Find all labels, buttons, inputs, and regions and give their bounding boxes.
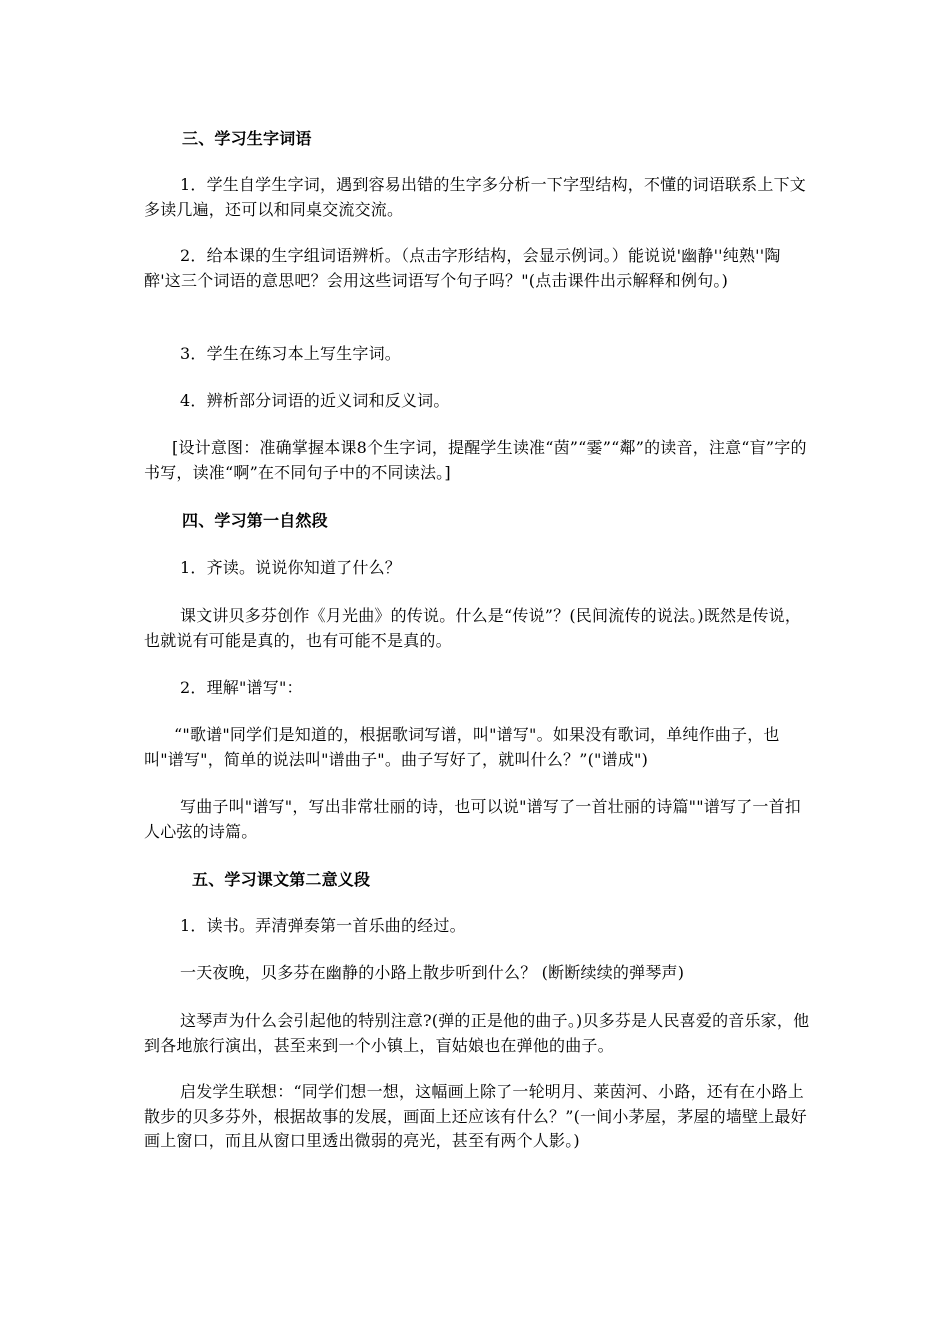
section-heading: 四、学习第一自然段: [182, 511, 328, 530]
paragraph: “"歌谱"同学们是知道的，根据歌词写谱，叫"谱写"。如果没有歌词，单纯作曲子，也叫"谱写"，简单的说法叫"谱曲子"。曲子写好了，就叫什么？”("谱成"): [144, 725, 780, 769]
paragraph: 启发学生联想：“同学们想一想，这幅画上除了一轮明月、莱茵河、小路，还有在小路上散步的贝多芬外，根据故事的发展，画面上还应该有什么？”(一间小茅屋，茅屋的墙壁上最好画上窗口，而且从窗口里透出微弱的亮光，甚至有两个人影。): [144, 1082, 807, 1150]
paragraph: 这琴声为什么会引起他的特别注意?(弹的正是他的曲子。)贝多芬是人民喜爱的音乐家，他到各地旅行演出，甚至来到一个小镇上，盲姑娘也在弹他的曲子。: [144, 1011, 810, 1055]
section-heading: 五、学习课文第二意义段: [192, 870, 371, 889]
paragraph: 1．读书。弄清弹奏第一首乐曲的经过。: [180, 916, 466, 935]
design-intent-note: [设计意图：准确掌握本课8个生字词，提醒学生读准“茵”“霎”“鄰”的读音，注意“盲”字的书写，读准“啊”在不同句子中的不同读法。]: [144, 438, 807, 482]
paragraph: 课文讲贝多芬创作《月光曲》的传说。什么是“传说”？(民间流传的说法。)既然是传说，也就说有可能是真的，也有可能不是真的。: [144, 606, 802, 650]
paragraph: 1．学生自学生字词，遇到容易出错的生字多分析一下字型结构，不懂的词语联系上下文多读几遍，还可以和同桌交流交流。: [144, 175, 806, 219]
paragraph: 写曲子叫"谱写"，写出非常壮丽的诗，也可以说"谱写了一首壮丽的诗篇""谱写了一首扣人心弦的诗篇。: [144, 797, 801, 841]
paragraph: 一天夜晚，贝多芬在幽静的小路上散步听到什么？ (断断续续的弹琴声): [180, 963, 685, 982]
paragraph: 3．学生在练习本上写生字词。: [180, 344, 401, 363]
paragraph: 1．齐读。说说你知道了什么？: [180, 558, 401, 577]
paragraph: 2．理解"谱写"：: [180, 678, 303, 697]
paragraph: 4．辨析部分词语的近义词和反义词。: [180, 391, 450, 410]
section-heading: 三、学习生字词语: [182, 129, 312, 148]
paragraph: 2．给本课的生字组词语辨析。（点击字形结构，会显示例词。）能说说'幽静''纯熟''陶醉'这三个词语的意思吧？会用这些词语写个句子吗？"(点击课件出示解释和例句。): [144, 246, 781, 290]
